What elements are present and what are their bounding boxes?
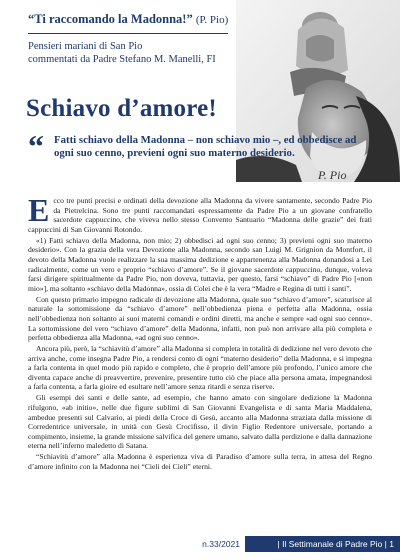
- footer-sep-1: |: [277, 539, 280, 549]
- header-quote-author: (P. Pio): [195, 14, 229, 26]
- pull-quote: [28, 128, 360, 164]
- body-paragraph-5: Gli esempi dei santi e delle sante, ad esempio, che hanno amato con singolare dedizione la Madonna rifulgono, «ab initio», nelle due figure sublimi di San Giovanni Evangelista e di santa Maria Maddalena, ambedue presenti sul Calvario, ai piedi della Croce di Gesù, accanto alla Madonna straziata dalla missione di Corredentrice universale, in unità con Gesù Crocifisso, il divin Figlio Redentore universale, portando a compimento, insieme, la grande missione salvifica del genere umano, salvato dalla perdizione e dalla dannazione eterna nell’inferno maledetto di Satana.: [28, 393, 372, 451]
- pull-quote-text: Fatti schiavo della Madonna – non schiavo mio –, ed obbedisce ad ogni suo cenno, previeni ogni suo materno desiderio.: [54, 134, 357, 159]
- page-footer: [0, 536, 400, 552]
- body-paragraph-1: [28, 192, 372, 234]
- footer-publication: [278, 539, 394, 549]
- quote-mark-icon: “: [28, 128, 44, 164]
- header-quote-text: “Ti raccomando la Madonna!”: [28, 12, 193, 26]
- body-paragraph-6: “Schiavitù d’amore” alla Madonna è esperienza viva di Paradiso d’amore sulla terra, in attesa del Regno d’amore infinito con la Madonna nei “Cieli dei Cieli” eterni.: [28, 452, 372, 471]
- header-rule: [28, 33, 228, 34]
- footer-publication-name: Il Settimanale di Padre Pio: [282, 539, 383, 549]
- drop-cap: E: [28, 192, 50, 228]
- series-line-1: Pensieri mariani di San Pio: [28, 41, 143, 52]
- article-body: [28, 192, 372, 473]
- body-paragraph-3: Con questo primario impegno radicale di devozione alla Madonna, quale suo “schiavo d’amore”, scaturisce al naturale la sottomissione da “schiavo d’amore” nell’obbedienza piena e perfetta alla Madonna, ossia nell’obbedienza non soltanto ai suoi materni comandi e ordini diretti, ma anche e sempre «ad ogni suo cenno». La sottomissione del vero “schiavo d’amore” della Madonna, infatti, non può non arrivare alla più completa e perfetta obbedienza alla Madonna, «ad ogni suo cenno».: [28, 294, 372, 343]
- body-paragraph-2: «1) Fatti schiavo della Madonna, non mio; 2) obbedisci ad ogni suo cenno; 3) previeni ogni suo materno desiderio». Con la grazia della vera Devozione alla Madonna, secondo san Luigi M. Grignion da Montfort, il devoto della Madonna vuole realizzare la sua massima dedizione e appartenenza alla Madonna donandosi a Lei radicalmente, come un vero e proprio “schiavo d’amore”. Se il giovane sacerdote cappuccino, dunque, voleva farsi dirigere spiritualmente da Padre Pio, non doveva, tuttavia, per questo, farsi “schiavo” di Padre Pio [«non mio»], ma soltanto «schiavo della Madonna», ossia di Colei che è la vera “Madre e Regina di tutti i santi”.: [28, 235, 372, 293]
- footer-page-number: 1: [389, 539, 394, 549]
- series-heading: [28, 40, 258, 66]
- header-quote: [28, 12, 228, 27]
- article-title: Schiavo d’amore!: [26, 95, 217, 122]
- body-paragraph-1-text: cco tre punti precisi e ordinati della devozione alla Madonna da vivere santamente, secondo Padre Pio da Pietrelcina. Sono tre punti raccomandati espressamente da Padre Pio a un giovane confratello sacerdote cappuccino, che viveva nello stesso Convento Santuario “Madonna delle grazie” dei frati cappuccini di San Giovanni Rotondo.: [28, 196, 372, 234]
- body-paragraph-4: Ancora più, però, la “schiavitù d’amore” alla Madonna si completa in totalità di dedizione nel vero devoto che arriva anche, come insegna Padre Pio, a rendersi conto di ogni “materno desiderio” della Madonna, e si impegna a farla contenta in quel modo più rapido e completo, che è proprio dell’amore più profondo, l’unico amore che diventa capace anche di preavvertire, prevenire, presentire tutto ciò che piace alla persona amata, impegnandosi a farla contenta, a farla gioire ed esultare nell’amore senza ritardi e senza riserve.: [28, 344, 372, 392]
- signature: P. Pio: [318, 168, 347, 182]
- series-line-2: commentati da Padre Stefano M. Manelli, FI: [28, 54, 216, 65]
- footer-issue: n.33/2021: [202, 539, 240, 549]
- footer-sep-2: |: [384, 539, 387, 549]
